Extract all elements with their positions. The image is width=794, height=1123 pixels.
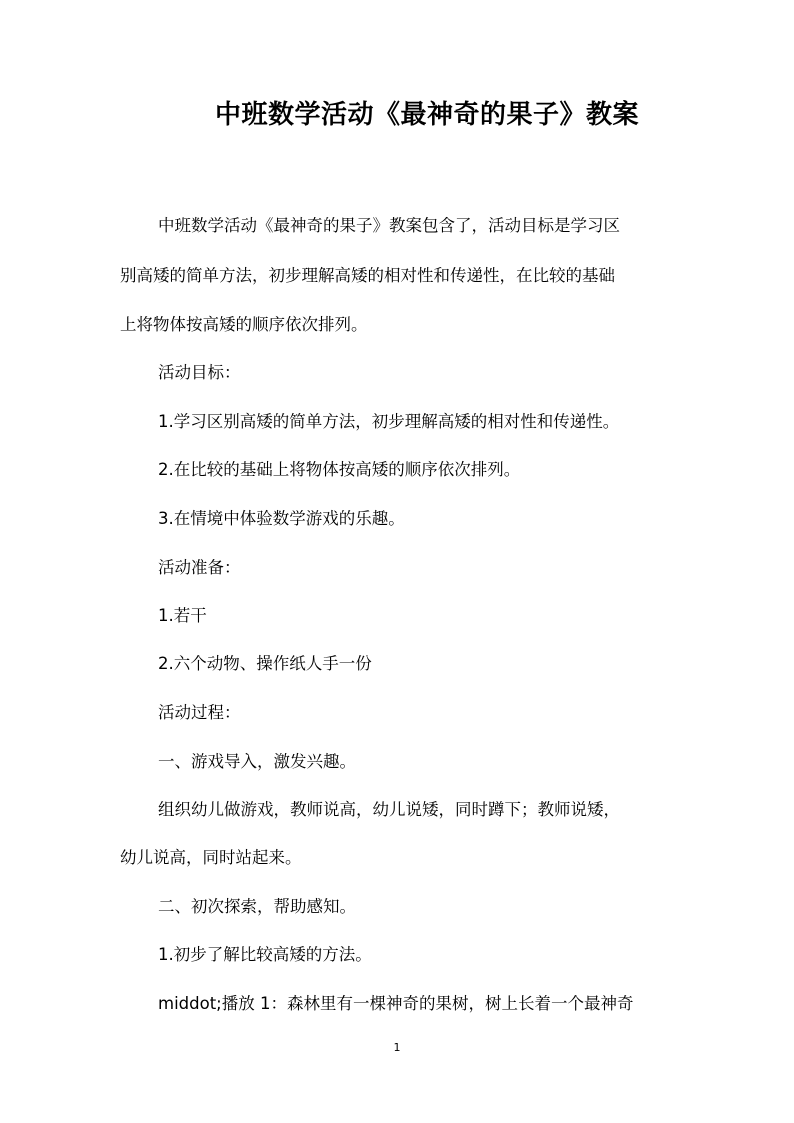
process-step-1-line-2: 幼儿说高，同时站起来。: [120, 848, 302, 867]
process-step-1-heading: 一、游戏导入，激发兴趣。: [158, 752, 356, 771]
goal-item-1: 1.学习区别高矮的简单方法，初步理解高矮的相对性和传递性。: [158, 412, 620, 431]
document-title: 中班数学活动《最神奇的果子》教案: [214, 100, 639, 130]
paragraph-intro-line-2: 别高矮的简单方法，初步理解高矮的相对性和传递性，在比较的基础: [120, 266, 615, 285]
process-step-2-heading: 二、初次探索，帮助感知。: [158, 897, 356, 916]
preparation-item-2: 2.六个动物、操作纸人手一份: [158, 654, 372, 673]
section-heading-process: 活动过程：: [158, 703, 241, 722]
preparation-item-1: 1.若干: [158, 606, 207, 625]
paragraph-intro-line-3: 上将物体按高矮的顺序依次排列。: [120, 315, 368, 334]
process-step-2-item-1-line-1: middot;播放 1：森林里有一棵神奇的果树，树上长着一个最神奇: [158, 994, 634, 1013]
page-number: 1: [393, 1041, 401, 1054]
paragraph-intro-line-1: 中班数学活动《最神奇的果子》教案包含了，活动目标是学习区: [158, 216, 620, 235]
goal-item-3: 3.在情境中体验数学游戏的乐趣。: [158, 509, 405, 528]
section-heading-goals: 活动目标：: [158, 363, 241, 382]
process-step-2-item-1: 1.初步了解比较高矮的方法。: [158, 945, 372, 964]
section-heading-preparation: 活动准备：: [158, 558, 241, 577]
goal-item-2: 2.在比较的基础上将物体按高矮的顺序依次排列。: [158, 460, 521, 479]
process-step-1-line-1: 组织幼儿做游戏，教师说高，幼儿说矮，同时蹲下；教师说矮，: [158, 800, 620, 819]
